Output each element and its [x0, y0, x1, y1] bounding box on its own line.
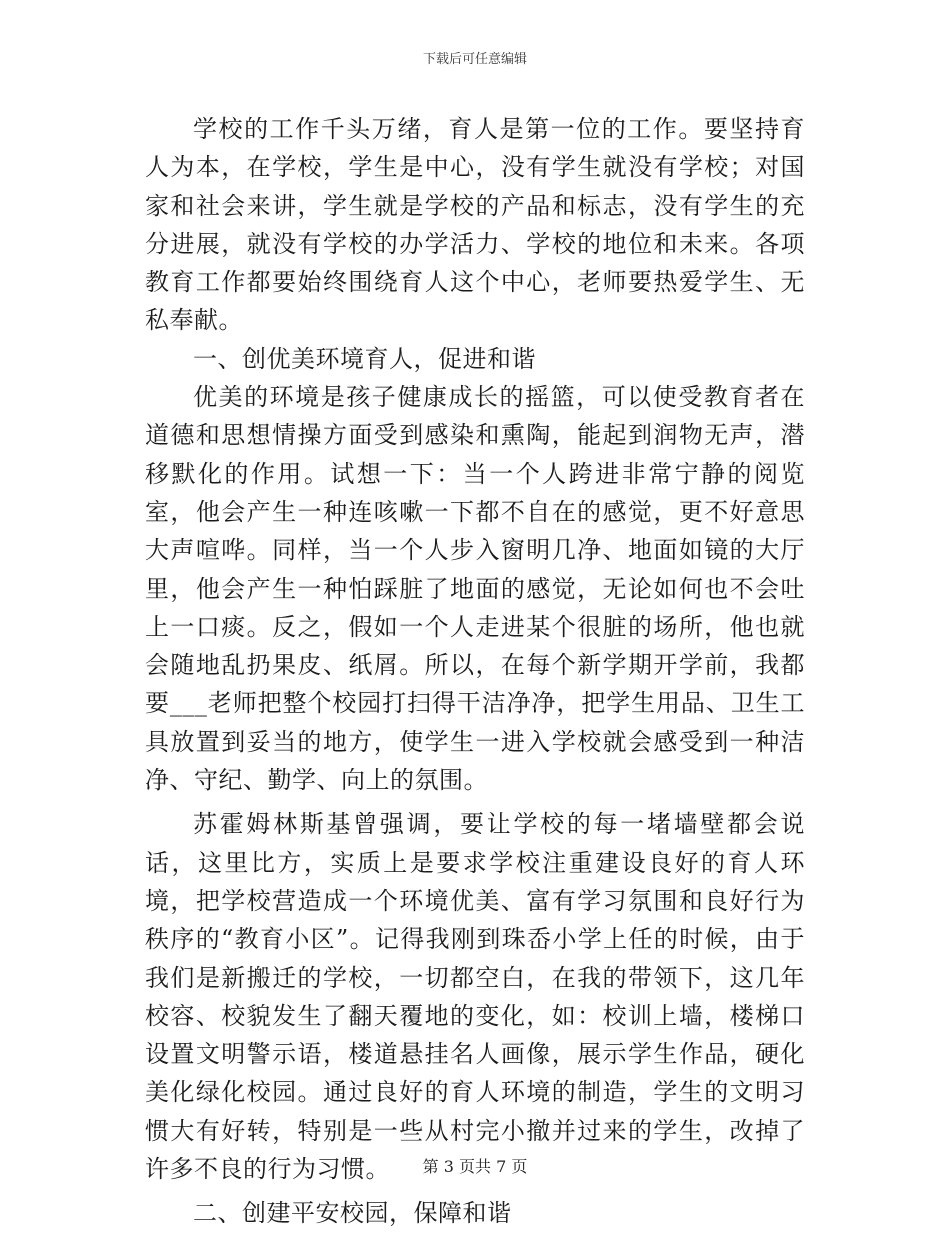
section-heading-2: 二、创建平安校园，保障和谐: [193, 1199, 512, 1228]
document-body: [145, 110, 805, 1233]
paragraph-sukhomlinsky: 苏霍姆林斯基曾强调，要让学校的每一堵墙壁都会说话，这里比方，实质上是要求学校注重建设良好的育人环境，把学校营造成一个环境优美、富有学习氛围和良好行为秩序的“教育小区”。记得我刚到珠岙小学上任的时候，由于我们是新搬迁的学校，一切都空白，在我的带领下，这几年校容、校貌发生了翻天覆地的变化，如：校训上墙，楼梯口设置文明警示语，楼道悬挂名人画像，展示学生作品，硬化美化绿化校园。通过良好的育人环境的制造，学生的文明习惯大有好转，特别是一些从村完小撤并过来的学生，改掉了许多不良的行为习惯。: [145, 810, 805, 1184]
paragraph-intro: 学校的工作千头万绪，育人是第一位的工作。要坚持育人为本，在学校，学生是中心，没有学生就没有学校；对国家和社会来讲，学生就是学校的产品和标志，没有学生的充分进展，就没有学校的办学活力、学校的地位和未来。各项教育工作都要始终围绕育人这个中心，老师要热爱学生、无私奉献。: [145, 115, 805, 335]
section-heading-1: 一、创优美环境育人，促进和谐: [193, 344, 536, 373]
page-header: 下载后可任意编辑: [422, 52, 527, 67]
paragraph-environment: 优美的环境是孩子健康成长的摇篮，可以使受教育者在道德和思想情操方面受到感染和熏陶，能起到润物无声，潜移默化的作用。试想一下：当一个人跨进非常宁静的阅览室，他会产生一种连咳嗽一下都不自在的感觉，更不好意思大声喧哗。同样，当一个人步入窗明几净、地面如镜的大厅里，他会产生一种怕踩脏了地面的感觉，无论如何也不会吐上一口痰。反之，假如一个人走进某个很脏的场所，他也就会随地乱扔果皮、纸屑。所以，在每个新学期开学前，我都要___老师把整个校园打扫得干洁净净，把学生用品、卫生工具放置到妥当的地方，使学生一进入学校就会感受到一种洁净、守纪、勤学、向上的氛围。: [145, 383, 805, 795]
page-number: 第 3 页共 7 页: [422, 1157, 528, 1176]
